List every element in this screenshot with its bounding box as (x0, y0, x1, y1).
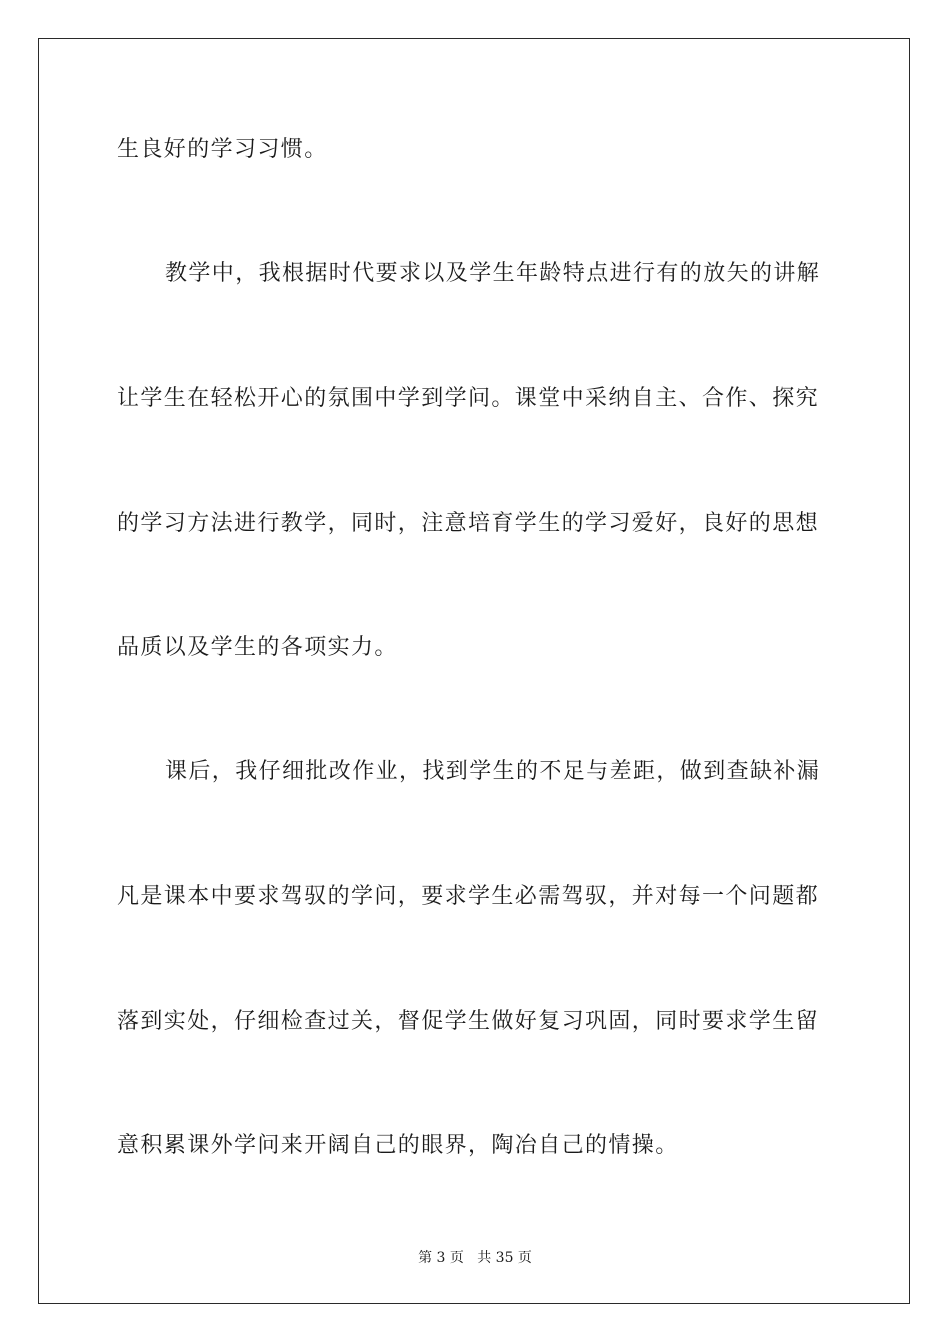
paragraph-1-line-2: 让学生在轻松开心的氛围中学到学问。课堂中采纳自主、合作、探究 (117, 386, 820, 411)
paragraph-1-line-4: 品质以及学生的各项实力。 (117, 635, 398, 660)
paragraph-2-line-2: 凡是课本中要求驾驭的学问，要求学生必需驾驭，并对每一个问题都 (117, 884, 820, 909)
paragraph-1-line-3: 的学习方法进行教学，同时，注意培育学生的学习爱好，良好的思想 (117, 511, 820, 536)
paragraph-2-line-1: 课后，我仔细批改作业，找到学生的不足与差距，做到查缺补漏 (165, 759, 821, 784)
paragraph-1-line-1: 教学中，我根据时代要求以及学生年龄特点进行有的放矢的讲解 (165, 261, 821, 286)
text-line-1: 生良好的学习习惯。 (117, 137, 328, 162)
paragraph-2-line-3: 落到实处，仔细检查过关，督促学生做好复习巩固，同时要求学生留 (117, 1009, 820, 1034)
page-border (38, 38, 910, 1304)
paragraph-2-line-4: 意积累课外学问来开阔自己的眼界，陶冶自己的情操。 (117, 1133, 679, 1158)
page-number-footer: 第 3 页 共 35 页 (418, 1250, 532, 1266)
